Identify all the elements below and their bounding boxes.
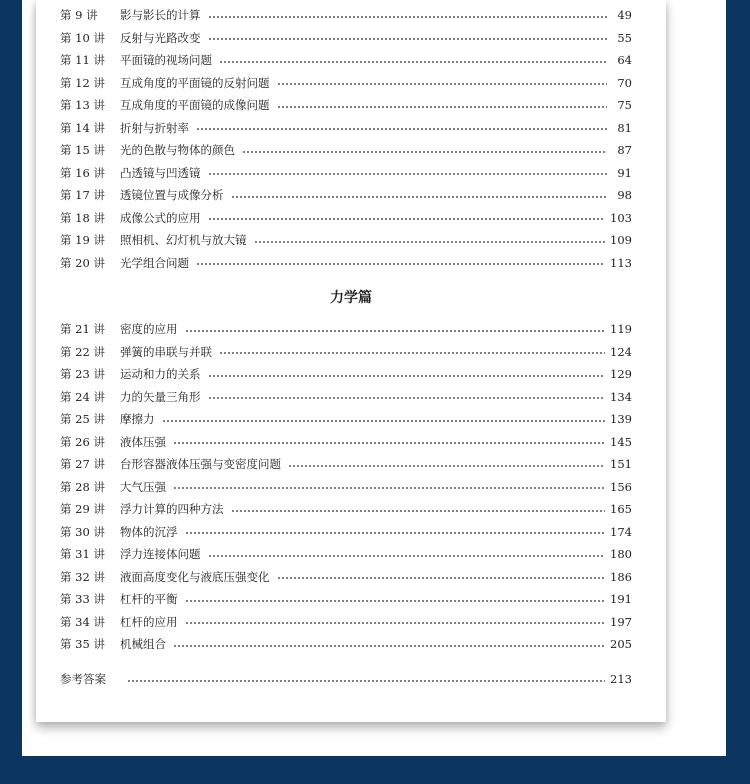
- dot-leader: [277, 106, 608, 108]
- dot-leader: [288, 465, 605, 467]
- lecture-title: 折射与折射率: [120, 120, 189, 135]
- toc-entry[interactable]: [60, 566, 632, 589]
- lecture-number: 第 26 讲: [60, 434, 105, 449]
- toc-entry[interactable]: [60, 94, 632, 117]
- dot-leader: [219, 61, 607, 63]
- dot-leader: [162, 420, 606, 422]
- dot-leader: [208, 173, 608, 175]
- page-number: 119: [610, 322, 632, 337]
- toc-optics-list: [60, 4, 632, 274]
- lecture-number: 第 11 讲: [60, 53, 105, 68]
- toc-entry[interactable]: [60, 476, 632, 499]
- page-number: 145: [610, 434, 632, 449]
- toc-entry-answers[interactable]: [60, 668, 632, 691]
- toc-entry[interactable]: [60, 139, 632, 162]
- dot-leader: [185, 600, 606, 602]
- page-number: 70: [617, 75, 632, 90]
- lecture-number: 第 30 讲: [60, 524, 105, 539]
- dot-leader: [231, 510, 606, 512]
- lecture-number: 第 22 讲: [60, 344, 105, 359]
- toc-entry[interactable]: [60, 318, 632, 341]
- lecture-title: 互成角度的平面镜的成像问题: [120, 98, 270, 113]
- toc-entry[interactable]: [60, 207, 632, 230]
- dot-leader: [208, 16, 608, 18]
- lecture-title: 凸透镜与凹透镜: [120, 165, 201, 180]
- toc-entry[interactable]: [60, 633, 632, 656]
- lecture-title: 液体压强: [120, 434, 166, 449]
- lecture-title: 成像公式的应用: [120, 210, 201, 225]
- lecture-number: 第 21 讲: [60, 322, 105, 337]
- lecture-number: 第 9 讲: [60, 8, 98, 23]
- lecture-number: 第 20 讲: [60, 255, 105, 270]
- lecture-title: 照相机、幻灯机与放大镜: [120, 233, 247, 248]
- page-number: 124: [610, 344, 632, 359]
- lecture-title: 透镜位置与成像分析: [120, 188, 224, 203]
- page-number: 213: [610, 672, 632, 687]
- page-number: 113: [610, 255, 632, 270]
- toc-entry[interactable]: [60, 117, 632, 140]
- page-number: 165: [610, 502, 632, 517]
- page-number: 64: [617, 53, 632, 68]
- page-number: 91: [617, 165, 632, 180]
- toc-entry[interactable]: [60, 49, 632, 72]
- page-number: 55: [617, 30, 632, 45]
- lecture-title: 光学组合问题: [120, 255, 189, 270]
- toc-entry[interactable]: [60, 588, 632, 611]
- section-heading-mechanics: 力学篇: [330, 290, 372, 306]
- lecture-number: 第 27 讲: [60, 457, 105, 472]
- lecture-title: 液面高度变化与液底压强变化: [120, 569, 270, 584]
- page-number: 98: [617, 188, 632, 203]
- toc-entry[interactable]: [60, 27, 632, 50]
- dot-leader: [219, 352, 605, 354]
- dot-leader: [127, 680, 605, 682]
- toc-entry[interactable]: [60, 162, 632, 185]
- toc-entry[interactable]: [60, 543, 632, 566]
- dot-leader: [208, 375, 606, 377]
- toc-entry[interactable]: [60, 408, 632, 431]
- lecture-number: 第 16 讲: [60, 165, 105, 180]
- lecture-number: 第 17 讲: [60, 188, 105, 203]
- lecture-title: 弹簧的串联与并联: [120, 344, 212, 359]
- lecture-title: 力的矢量三角形: [120, 389, 201, 404]
- page-number: 156: [610, 479, 632, 494]
- lecture-title: 机械组合: [120, 637, 166, 652]
- dot-leader: [208, 555, 606, 557]
- dot-leader: [173, 487, 605, 489]
- page-number: 49: [617, 8, 632, 23]
- lecture-title: 互成角度的平面镜的反射问题: [120, 75, 270, 90]
- toc-entry[interactable]: [60, 363, 632, 386]
- lecture-number: 第 12 讲: [60, 75, 105, 90]
- lecture-number: 第 34 讲: [60, 614, 105, 629]
- lecture-title: 运动和力的关系: [120, 367, 201, 382]
- lecture-title: 摩擦力: [120, 412, 155, 427]
- page-number: 75: [617, 98, 632, 113]
- lecture-number: 第 10 讲: [60, 30, 105, 45]
- dot-leader: [208, 218, 606, 220]
- lecture-number: 第 23 讲: [60, 367, 105, 382]
- lecture-number: 第 33 讲: [60, 592, 105, 607]
- lecture-number: 第 25 讲: [60, 412, 105, 427]
- toc-entry[interactable]: [60, 4, 632, 27]
- lecture-number: 第 14 讲: [60, 120, 105, 135]
- lecture-number: 第 28 讲: [60, 479, 105, 494]
- lecture-title: 平面镜的视场问题: [120, 53, 212, 68]
- page-number: 109: [610, 233, 632, 248]
- toc-entry[interactable]: [60, 386, 632, 409]
- toc-entry[interactable]: [60, 229, 632, 252]
- lecture-number: 第 31 讲: [60, 547, 105, 562]
- lecture-number: 第 13 讲: [60, 98, 105, 113]
- lecture-title: 大气压强: [120, 479, 166, 494]
- toc-mechanics-list: [60, 318, 632, 656]
- toc-entry[interactable]: [60, 252, 632, 275]
- page-number: 205: [610, 637, 632, 652]
- page-number: 87: [617, 143, 632, 158]
- dot-leader: [277, 83, 608, 85]
- lecture-number: 第 32 讲: [60, 569, 105, 584]
- dot-leader: [196, 263, 605, 265]
- dot-leader: [173, 645, 605, 647]
- page-number: 151: [610, 457, 632, 472]
- lecture-number: 第 24 讲: [60, 389, 105, 404]
- toc-entry[interactable]: [60, 611, 632, 634]
- lecture-title: 杠杆的平衡: [120, 592, 178, 607]
- page-number: 81: [617, 120, 632, 135]
- lecture-number: 第 19 讲: [60, 233, 105, 248]
- dot-leader: [242, 151, 607, 153]
- lecture-title: 物体的沉浮: [120, 524, 178, 539]
- dot-leader: [277, 577, 606, 579]
- lecture-number: 第 35 讲: [60, 637, 105, 652]
- lecture-number: 第 15 讲: [60, 143, 105, 158]
- lecture-title: 影与影长的计算: [120, 8, 201, 23]
- page-number: 139: [610, 412, 632, 427]
- dot-leader: [196, 128, 607, 130]
- lecture-number: 第 18 讲: [60, 210, 105, 225]
- page-number: 197: [610, 614, 632, 629]
- page-number: 134: [610, 389, 632, 404]
- toc-entry[interactable]: [60, 431, 632, 454]
- toc-entry[interactable]: [60, 498, 632, 521]
- lecture-title: 台形容器液体压强与变密度问题: [120, 457, 281, 472]
- dot-leader: [231, 196, 608, 198]
- page-number: 191: [610, 592, 632, 607]
- dot-leader: [185, 622, 606, 624]
- dot-leader: [173, 442, 605, 444]
- dot-leader: [208, 397, 606, 399]
- page-number: 180: [610, 547, 632, 562]
- lecture-number: 第 29 讲: [60, 502, 105, 517]
- page-number: 129: [610, 367, 632, 382]
- dot-leader: [254, 241, 606, 243]
- dot-leader: [185, 532, 606, 534]
- page-number: 186: [610, 569, 632, 584]
- lecture-title: 浮力计算的四种方法: [120, 502, 224, 517]
- toc-entry[interactable]: [60, 521, 632, 544]
- dot-leader: [185, 330, 606, 332]
- dot-leader: [208, 38, 608, 40]
- lecture-title: 密度的应用: [120, 322, 178, 337]
- toc-entry[interactable]: [60, 72, 632, 95]
- toc-entry[interactable]: [60, 341, 632, 364]
- lecture-title: 反射与光路改变: [120, 30, 201, 45]
- toc-entry[interactable]: [60, 184, 632, 207]
- page-number: 103: [610, 210, 632, 225]
- toc-entry[interactable]: [60, 453, 632, 476]
- page-number: 174: [610, 524, 632, 539]
- lecture-title: 光的色散与物体的颜色: [120, 143, 235, 158]
- answers-title: 参考答案: [60, 672, 106, 687]
- lecture-title: 杠杆的应用: [120, 614, 178, 629]
- lecture-title: 浮力连接体问题: [120, 547, 201, 562]
